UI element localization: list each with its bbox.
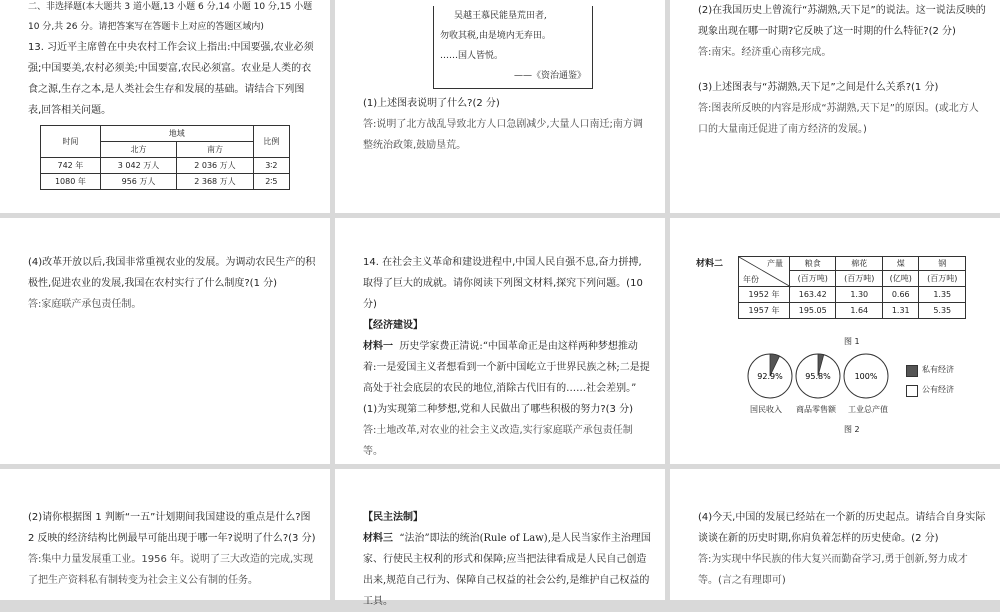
question-3: (3)上述图表与“苏湖熟,天下足”之间是什么关系?(1 分) [698,82,939,93]
pie-label-retail-sales: 商品零售额 [796,405,836,414]
pie-label-national-income: 国民收入 [750,405,782,414]
figure-2-caption: 图 2 [844,425,860,434]
pie-percent-label: 95.8% [805,372,831,381]
answer-4: 答:为实现中华民族的伟大复兴而勤奋学习,勇于创新,努力成才等。(言之有理即可) [698,554,968,586]
pie-percent-label: 100% [854,372,878,381]
quote-box [433,6,593,89]
material-1-text: 历史学家费正清说:“中国革命正是由这样两种梦想推动着:一是爱国主义者想看到一个新中国屹立于世界民族之林;二是提高处于社会底层的农民的地位,消除古代旧有的……社会差别。” [363,341,650,394]
unit: (亿吨) [882,271,919,287]
section-democracy-law: 【民主法制】 [363,512,423,523]
unit: (百万吨) [836,271,882,287]
question-13-text: 13. 习近平主席曾在中央农村工作会议上指出:中国要强,农业必须强;中国要美,农村必须美;中国要富,农民必须富。农业是人类的衣食之源,生存之本,是人类社会生存和发展的基础。请结合下列图表,回答相关问题。 [28,42,314,116]
cell-north: 3 042 万人 [100,158,176,174]
material-1 [363,336,651,399]
cell-value: 0.66 [882,287,919,303]
material-3 [363,528,651,612]
cell-time: 1080 年 [41,174,101,190]
question-1: (1)为实现第二种梦想,党和人民做出了哪些积极的努力?(3 分) [363,404,633,415]
cell-value: 1.31 [882,303,919,319]
col-coal: 煤 [882,257,919,271]
legend-public-label: 公有经济 [922,385,954,394]
material-3-label: 材料三 [363,533,393,544]
col-grain: 粮食 [790,257,836,271]
answer-2: 答:南宋。经济重心南移完成。 [698,47,832,58]
panel-q14-part-2 [0,469,330,600]
legend-private-swatch [906,365,918,377]
cell-value: 195.05 [790,303,836,319]
panel-q13-parts-2-3 [670,0,1000,213]
pie-percent-label: 92.9% [757,372,783,381]
panel-q14-intro [335,218,665,464]
section-economy: 【经济建设】 [363,320,423,331]
cell-value: 1.64 [836,303,882,319]
answer-3: 答:图表所反映的内容是形成“苏湖熟,天下足”的原因。(或北方人口的大量南迁促进了南方经济的发展。) [698,103,979,135]
cell-ratio: 2∶5 [253,174,289,190]
question-4: (4)改革开放以后,我国非常重视农业的发展。为调动农民生产的积极性,促进农业的发展,我国在农村实行了什么制度?(1 分) [28,257,316,289]
panel-material-2 [670,218,1000,464]
cell-year: 1952 年 [739,287,790,303]
cell-value: 5.35 [919,303,966,319]
question-2: (2)请你根据图 1 判断“一五”计划期间我国建设的重点是什么?图 2 反映的经济结构比例最早可能出现于哪一年?说明了什么?(3 分) [28,512,316,544]
answer-2: 答:集中力量发展重工业。1956 年。说明了三大改造的完成,实现了把生产资料私有制转变为社会主义公有制的任务。 [28,554,314,586]
answer-1: 答:说明了北方战乱导致北方人口急剧减少,大量人口南迁;南方调整统治政策,鼓励垦荒。 [363,119,643,151]
col-steel: 钢 [919,257,966,271]
cell-time: 742 年 [41,158,101,174]
header-time: 时间 [41,126,101,158]
cell-value: 163.42 [790,287,836,303]
panel-democracy-law [335,469,665,607]
table-row [41,174,290,190]
unit: (百万吨) [919,271,966,287]
col-cotton: 棉花 [836,257,882,271]
header-yield: 产量 [767,259,783,268]
material-2-label: 材料二 [696,259,724,269]
question-14-text: 14. 在社会主义革命和建设进程中,中国人民自强不息,奋力拼搏,取得了巨大的成就。请你阅读下列图文材料,探究下列问题。(10 分) [363,257,643,310]
quote-source: ——《资治通鉴》 [513,71,586,81]
panel-q13-intro [0,0,330,213]
unit: (百万吨) [790,271,836,287]
legend-private-label: 私有经济 [922,365,954,374]
section-heading: 二、非选择题(本大题共 3 道小题,13 小题 6 分,14 小题 10 分,15 小题 10 分,共 26 分。请把答案写在答题卡上对应的答题区域内) [28,2,313,32]
panel-q13-quote [335,0,665,213]
header-south: 南方 [177,142,253,158]
header-corner [739,257,790,287]
cell-value: 1.35 [919,287,966,303]
header-year: 年份 [743,275,759,284]
material-3-text: “法治”即法的统治(Rule of Law),是人民当家作主治理国家、行使民主权利的形式和保障;应当把法律看成是人民自己创造出来,规范自己行为、保障自己权益的社会公约,是维护自己权益的工具。 [363,533,651,607]
table-row [739,287,966,303]
question-4: (4)今天,中国的发展已经站在一个新的历史起点。请结合自身实际谈谈在新的历史时期,你肩负着怎样的历史使命。(2 分) [698,512,986,544]
header-north: 北方 [100,142,176,158]
population-table [40,125,290,190]
cell-north: 956 万人 [100,174,176,190]
table-row [41,158,290,174]
quote-line: ……国人皆悦。 [440,51,504,61]
answer-1: 答:土地改革,对农业的社会主义改造,实行家庭联产承包责任制等。 [363,425,633,457]
legend-public-swatch [906,385,918,397]
table-row [739,303,966,319]
header-ratio: 比例 [253,126,289,158]
cell-ratio: 3∶2 [253,158,289,174]
material-1-label: 材料一 [363,341,393,352]
panel-q14-part-4 [670,469,1000,600]
figure-1-caption: 图 1 [844,337,860,346]
output-table [738,256,966,319]
cell-south: 2 036 万人 [177,158,253,174]
header-region: 地域 [100,126,253,142]
quote-line: 勿收其税,由是境内无弃田。 [440,31,551,41]
question-1: (1)上述图表说明了什么?(2 分) [363,98,500,109]
pie-label-industrial-output: 工业总产值 [848,405,888,414]
cell-south: 2 368 万人 [177,174,253,190]
panel-q13-part-4 [0,218,330,464]
answer-4: 答:家庭联产承包责任制。 [28,299,142,310]
quote-line: 吴越王慕民能垦荒田者, [454,11,547,21]
question-2: (2)在我国历史上曾流行“苏湖熟,天下足”的说法。这一说法反映的现象出现在哪一时期?它反映了这一时期的什么特征?(2 分) [698,5,986,37]
cell-value: 1.30 [836,287,882,303]
cell-year: 1957 年 [739,303,790,319]
